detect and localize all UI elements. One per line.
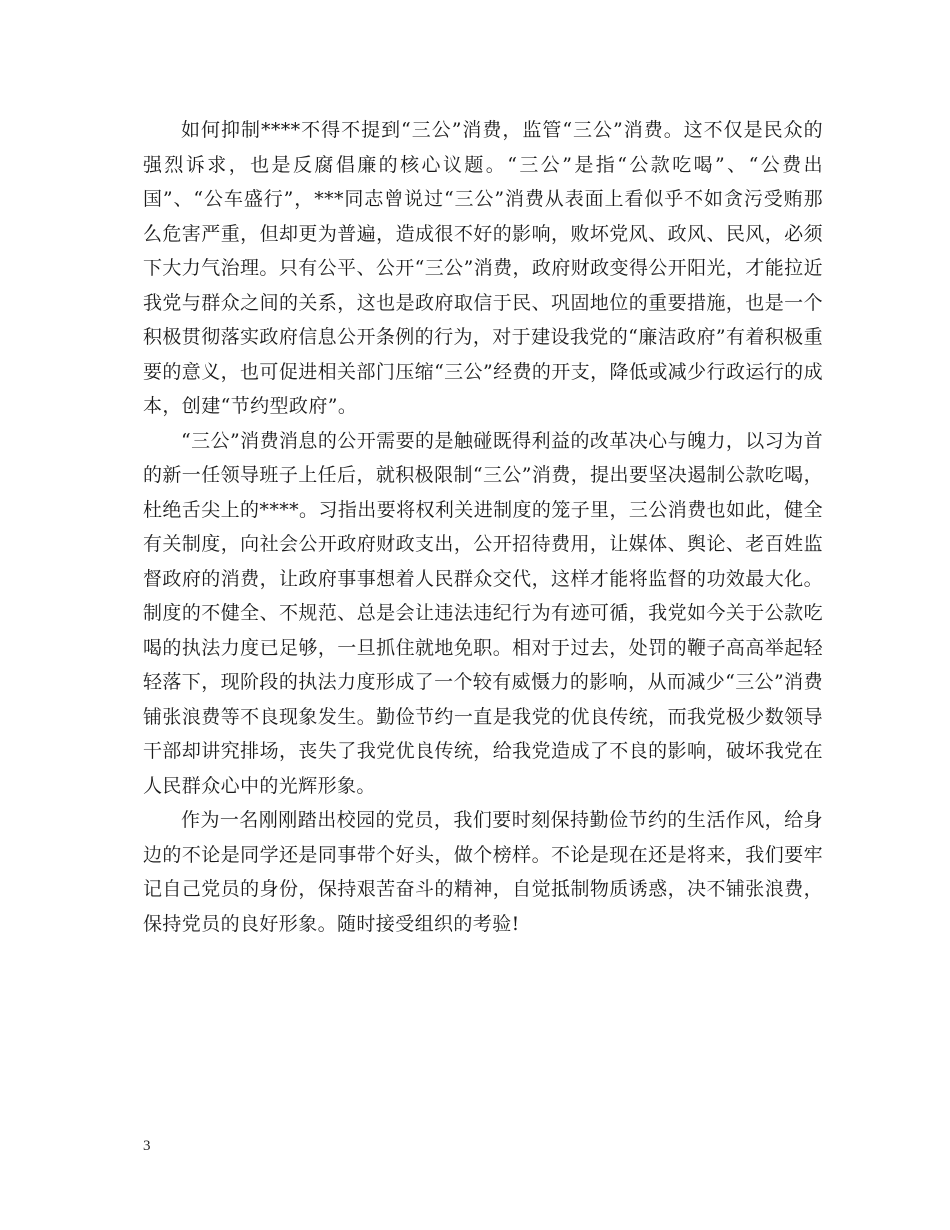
paragraph-1: 如何抑制****不得不提到“三公”消费，监管“三公”消费。这不仅是民众的强烈诉求，也是反腐倡廉的核心议题。“三公”是指“公款吃喝”、“公费出国”、“公车盛行”，***同志曾说过“三公”消费从表面上看似乎不如贪污受贿那么危害严重，但却更为普遍，造成很不好的影响，败坏党风、政风、民风，必须下大力气治理。只有公平、公开“三公”消费，政府财政变得公开阳光，才能拉近我党与群众之间的关系，这也是政府取信于民、巩固地位的重要措施，也是一个积极贯彻落实政府信息公开条例的行为，对于建设我党的“廉洁政府”有着积极重要的意义，也可促进相关部门压缩“三公”经费的开支，降低或减少行政运行的成本，创建“节约型政府”。 xyxy=(143,119,823,417)
paragraph-3: 作为一名刚刚踏出校园的党员，我们要时刻保持勤俭节约的生活作风，给身边的不论是同学还是同事带个好头，做个榜样。不论是现在还是将来，我们要牢记自己党员的身份，保持艰苦奋斗的精神，自觉抵制物质诱惑，决不铺张浪费，保持党员的良好形象。随时接受组织的考验! xyxy=(143,809,823,935)
paragraph-2: “三公”消费消息的公开需要的是触碰既得利益的改革决心与魄力，以习为首的新一任领导班子上任后，就积极限制“三公”消费，提出要坚决遏制公款吃喝，杜绝舌尖上的****。习指出要将权利关进制度的笼子里，三公消费也如此，健全有关制度，向社会公开政府财政支出，公开招待费用，让媒体、舆论、老百姓监督政府的消费，让政府事事想着人民群众交代，这样才能将监督的功效最大化。制度的不健全、不规范、总是会让违法违纪行为有迹可循，我党如今关于公款吃喝的执法力度已足够，一旦抓住就地免职。相对于过去，处罚的鞭子高高举起轻轻落下，现阶段的执法力度形成了一个较有威慑力的影响，从而减少“三公”消费铺张浪费等不良现象发生。勤俭节约一直是我党的优良传统，而我党极少数领导干部却讲究排场，丧失了我党优良传统，给我党造成了不良的影响，破坏我党在人民群众心中的光辉形象。 xyxy=(143,429,823,797)
document-body xyxy=(143,113,823,941)
page-number: 3 xyxy=(143,1138,151,1154)
